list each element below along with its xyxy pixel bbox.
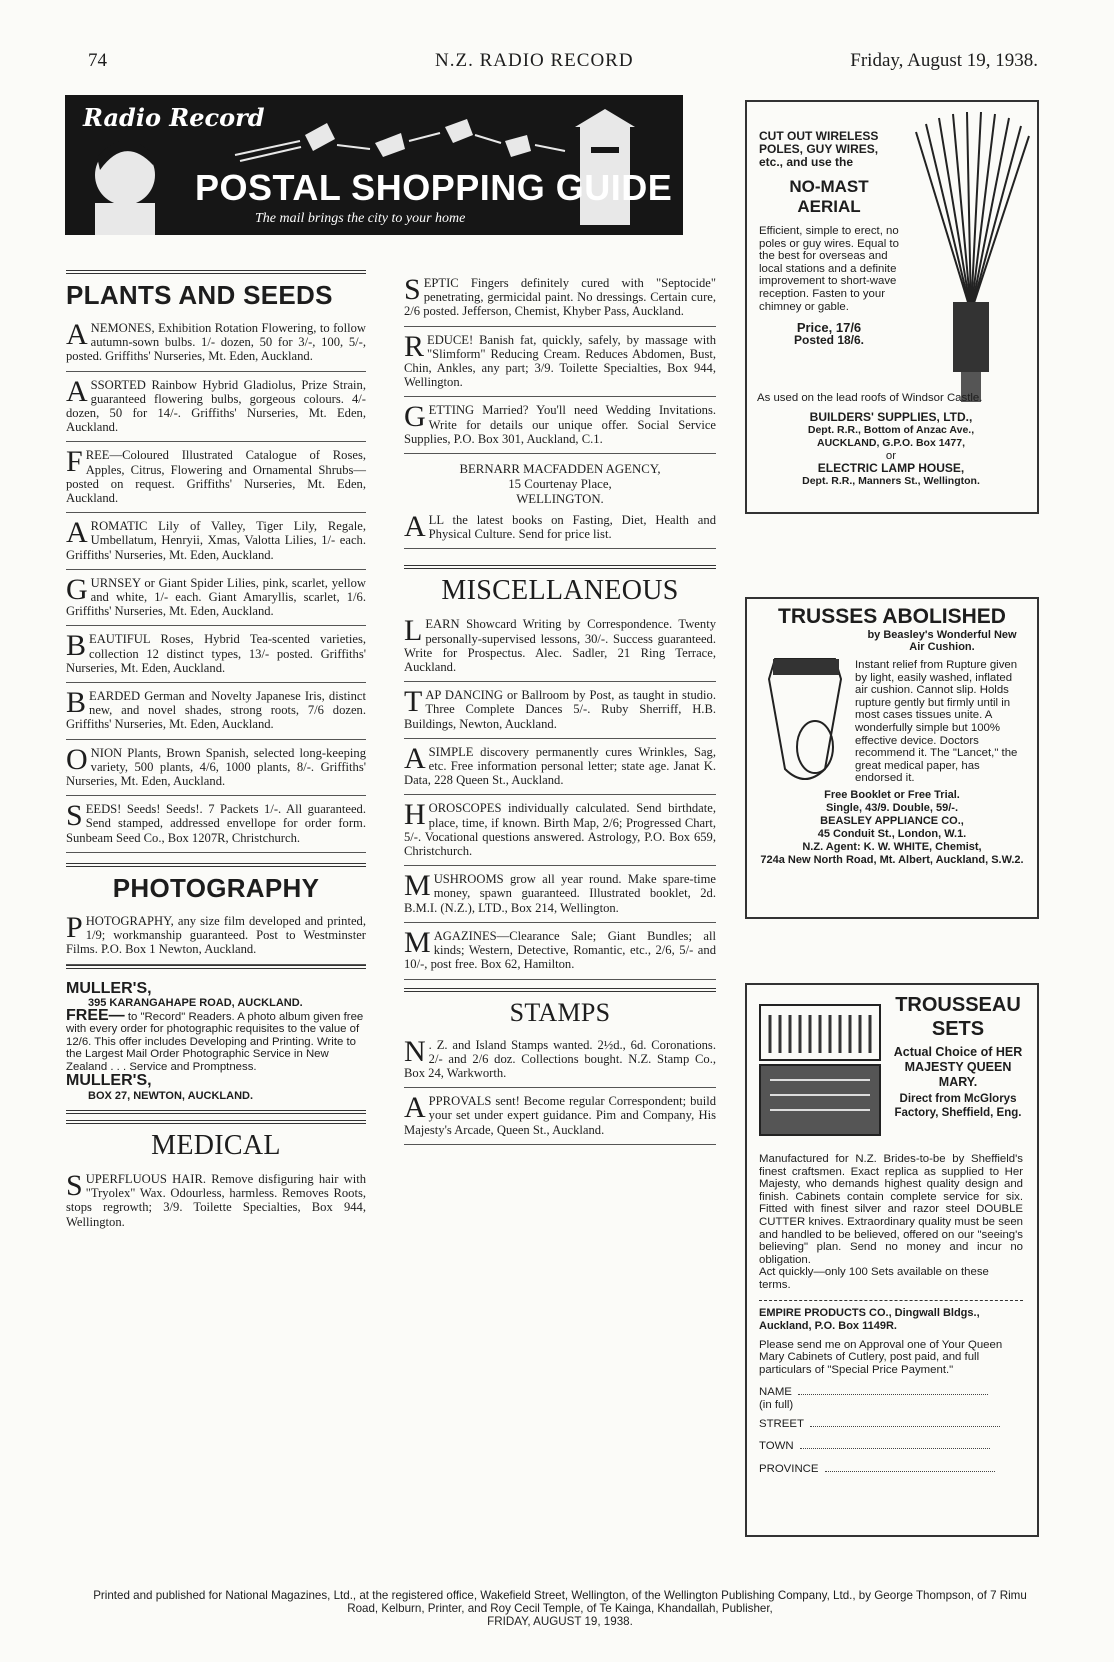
mast-posted: Posted 18/6. [793, 333, 865, 348]
trousseau-request: Please send me on Approval one of Your Queen Mary Cabinets of Cutlery, post paid, and full particulars of "Special Price Payment." [759, 1338, 1003, 1376]
misc-ads [404, 611, 716, 979]
ad-text: UPERFLUOUS HAIR. Remove disfiguring hair with "Tryolex" Wax. Odourless, harmless. Removes Roots, stops regrowth; 3/9. Toilette Specialties, Box 944, Wellington. [66, 1172, 366, 1229]
mullers-box: BOX 27, NEWTON, AUCKLAND. [88, 1089, 254, 1102]
ad-initial: A [66, 318, 88, 351]
classified-ad [404, 739, 716, 796]
ad-text: AGAZINES—Clearance Sale; Giant Bundles; all kinds; Western, Detective, Romantic, etc., 2/6, 5/- and 10/-, post free. Box 62, Hamilton. [404, 928, 716, 972]
banner-title: POSTAL SHOPPING GUIDE [195, 167, 673, 208]
column-left [66, 270, 366, 1236]
ad-text: OROSCOPES individually calculated. Send birthdate, place, time, if known. Birth Map, 2/6; Progressed Chart, 5/-. Vocational questions answered. Astrology, P.O. Box 659, Christchurch. [404, 801, 716, 859]
masthead: N.Z. RADIO RECORD [435, 50, 634, 71]
mullers-address: 395 KARANGAHAPE ROAD, AUCKLAND. [88, 997, 303, 1009]
ad-initial: L [404, 614, 423, 648]
coupon-town-label: TOWN [759, 1440, 794, 1453]
truss-offer: Free Booklet or Free Trial. [824, 788, 960, 801]
classified-ad [404, 270, 716, 327]
classified-ad [404, 1032, 716, 1089]
truss-agent-addr: 724a New North Road, Mt. Albert, Auckland, S.W.2. [760, 853, 1024, 866]
classified-ad [66, 372, 366, 443]
agency-name: BERNARR MACFADDEN AGENCY, [459, 462, 661, 477]
classified-ad [66, 626, 366, 683]
classified-ad [404, 327, 716, 398]
truss-company: BEASLEY APPLIANCE CO., [820, 814, 964, 827]
classified-ad [404, 795, 716, 866]
mast-seller-2: ELECTRIC LAMP HOUSE, [817, 461, 965, 476]
classified-ad [66, 570, 366, 627]
mullers-name: MULLER'S, [66, 979, 152, 997]
ad-text: . Z. and Island Stamps wanted. 2½d., 6d. Coronations. 2/- and 2/6 doz. Collections bought. N.Z. Stamp Co., Box 24, Warkworth. [404, 1037, 716, 1080]
ad-text: EPTIC Fingers definitely cured with "Septocide" penetrating, germicidal paint. No dressings. Certain cure, 2/6 posted. Jefferson, Chemist, Khyber Pass, Auckland. [404, 276, 716, 319]
ad-text: NEMONES, Exhibition Rotation Flowering, to follow autumn-sown bulbs. 1/- dozen, 50 for 3/-, 100, 5/-, posted. Griffiths' Nurseries, Mt. Eden, Auckland. [66, 321, 366, 364]
trousseau-company: EMPIRE PRODUCTS CO., Dingwall Bldgs., Auckland, P.O. Box 1149R. [759, 1306, 980, 1332]
plants-heading: PLANTS AND SEEDS [66, 270, 366, 311]
truss-title: TRUSSES ABOLISHED [778, 605, 1006, 628]
agency-city: WELLINGTON. [516, 492, 604, 507]
top-ads [404, 270, 716, 454]
ad-text: PPROVALS sent! Become regular Correspondent; build your set under expert guidance. Pim and Company, His Majesty's Arcade, Queen St., Auckland. [404, 1094, 716, 1137]
mast-seller-1-addr-2: AUCKLAND, G.P.O. Box 1477, [816, 436, 965, 449]
ad-initial: A [66, 374, 88, 408]
ad-text: ROMATIC Lily of Valley, Tiger Lily, Regale, Umbellatum, Henryii, Xmas, Valotta Lilies, 1/- each. Griffiths' Nurseries, Mt. Eden, Auckland. [66, 519, 366, 562]
ad-text: EAUTIFUL Roses, Hybrid Tea-scented varieties, collection 12 distinct types, 13/- posted. Griffiths' Nurseries, Mt. Eden, Auckland. [66, 632, 366, 675]
ad-initial: O [66, 742, 88, 776]
coupon-street-label: STREET [759, 1417, 804, 1430]
mast-body: Efficient, simple to erect, no poles or guy wires. Equal to the best for overseas and local stations and a definite improvement to short-wave reception. Fasten to your chimney or gable. [759, 225, 899, 313]
ad-initial: S [66, 799, 83, 833]
ad-text: HOTOGRAPHY, any size film developed and printed, 1/9; workmanship guaranteed. Post to Westminster Films. P.O. Box 1 Newton, Auckland. [66, 913, 366, 957]
stamps-heading: STAMPS [404, 988, 716, 1028]
mullers-free: FREE— [66, 1006, 125, 1024]
banner-tagline: The mail brings the city to your home [255, 211, 466, 226]
coupon-street-line[interactable] [810, 1426, 1000, 1427]
coupon-town-row [759, 1440, 1023, 1453]
ad-text: USHROOMS grow all year round. Make spare-time money, spawn guaranteed. Illustrated booklet, 2d. B.M.I. (N.Z.), LTD., Box 214, Wellington. [404, 872, 716, 915]
mast-intro: CUT OUT WIRELESS POLES, GUY WIRES, etc., and use the [759, 129, 879, 169]
mullers-ad [66, 977, 366, 1115]
coupon-name-row [759, 1386, 1023, 1399]
cutlery-cabinet-illustration [755, 995, 885, 1145]
coupon-town-line[interactable] [800, 1448, 990, 1449]
trousseau-title: TROUSSEAU SETS [895, 994, 1021, 1040]
miscellaneous-heading: MISCELLANEOUS [404, 565, 716, 607]
ad-text: EDUCE! Banish fat, quickly, safely, by massage with "Slimform" Reducing Cream. Reduces Abdomen, Bust, Chin, Ankles, any part; 3/9. Toilette Specialties, Box 944, Wellington. [404, 332, 716, 390]
postal-shopping-guide-banner [65, 95, 683, 235]
trousseau-sets-ad [745, 983, 1039, 1537]
ad-text: SSORTED Rainbow Hybrid Gladiolus, Prize Strain, guaranteed flowering bulbs, gorgeous colours. 4/- dozen, 50 for 14/-. Griffiths' Nurseries, Mt. Eden, Auckland. [66, 377, 366, 435]
ad-initial: H [404, 798, 426, 832]
page-number: 74 [88, 50, 107, 71]
agency-street: 15 Courtenay Place, [508, 477, 612, 492]
mast-seller-1: BUILDERS' SUPPLIES, LTD., [809, 409, 973, 424]
mullers-name-2: MULLER'S, [66, 1072, 152, 1089]
classified-ad [404, 923, 716, 980]
imprint-line: Printed and published for National Magazines, Ltd., at the registered office, Wakefield Street, Wellington, of the Wellington Publishing Company, Ltd., by George Thompson, of 7 Rimu Road, Kelburn, Printer, and Roy Cecil Temple, of Te Kainga, Khandallah, Publisher, [93, 1589, 1027, 1615]
imprint-footer [90, 1589, 1030, 1628]
ad-text: NION Plants, Brown Spanish, selected long-keeping variety, 500 plants, 4/6, 1000 plants, 8/-. Griffiths' Nurseries, Mt. Eden, Auckland. [66, 745, 366, 789]
medical-heading: MEDICAL [66, 1120, 366, 1162]
ad-initial: M [404, 925, 431, 959]
ad-initial: A [404, 1091, 426, 1125]
hand-cushion-illustration [755, 649, 855, 789]
ad-initial: B [66, 629, 87, 663]
ad-initial: R [404, 329, 425, 363]
truss-body: Instant relief from Rupture given by light, easily washed, inflated air cushion. Cannot slip. Holds rupture gently but firmly until in most cases tissues unite. A wonderfully simple but 100% effective device. Doctors recommend it. The "Lancet," the great medical paper, has endorsed it. [855, 659, 1018, 785]
classified-ad [66, 315, 366, 372]
trousseau-act: Act quickly—only 100 Sets available on these terms. [759, 1266, 989, 1291]
coupon-street-row [759, 1418, 1023, 1431]
coupon-name-line[interactable] [798, 1394, 988, 1395]
trusses-abolished-ad [745, 597, 1039, 919]
no-mast-aerial-ad [745, 100, 1039, 514]
ad-initial: S [404, 273, 421, 306]
classified-ad [66, 740, 366, 797]
column-middle [404, 270, 716, 1145]
coupon-province-row [759, 1463, 1023, 1476]
mast-or: or [885, 449, 897, 462]
truss-address: 45 Conduit St., London, W.1. [817, 827, 967, 840]
mast-title: NO-MAST AERIAL [789, 177, 869, 216]
ad-initial: P [66, 910, 83, 944]
ad-initial: A [404, 510, 426, 544]
mast-price: Price, 17/6 [796, 320, 862, 336]
issue-date: Friday, August 19, 1938. [850, 50, 1038, 71]
mullers-text: to "Record" Readers. A photo album given free with every order for photographic requisites to the value of 12/6. This offer includes Developing and Printing. Write to the Largest Mail Order Photographic Service in New Zealand . . . Service and Promptness. [66, 1010, 364, 1073]
ad-initial: A [66, 516, 88, 550]
ad-initial: B [66, 686, 87, 720]
classified-ad [66, 513, 366, 570]
ad-initial: G [404, 400, 426, 434]
macfadden-agency [404, 454, 716, 507]
truss-agent: N.Z. Agent: K. W. WHITE, Chemist, [802, 840, 982, 853]
coupon-name-label: NAME [759, 1386, 792, 1399]
ad-text: REE—Coloured Illustrated Catalogue of Roses, Apples, Citrus, Flowering and Ornamental Shrubs—posted on request. Griffiths' Nurseries, Mt. Eden, Auckland. [66, 448, 366, 506]
ad-initial: S [66, 1169, 83, 1202]
classified-ad [404, 682, 716, 739]
ad-text: EARDED German and Novelty Japanese Iris, distinct new, and novel shades, strong roots, 7/6 dozen. Griffiths' Nurseries, Mt. Eden, Auckland. [66, 689, 366, 732]
classified-ad [66, 1166, 366, 1236]
mast-seller-2-addr: Dept. R.R., Manners St., Wellington. [802, 475, 980, 488]
stamps-ads [404, 1032, 716, 1145]
classified-ad [404, 507, 716, 549]
ad-text: SIMPLE discovery permanently cures Wrinkles, Sag, etc. Free information personal letter; state age. Janat K. Data, 228 Queen St., Auckland. [404, 744, 716, 788]
coupon-name-sub: (in full) [759, 1398, 794, 1411]
ad-initial: M [404, 869, 431, 903]
aerial-illustration [911, 112, 1031, 412]
ad-text: AP DANCING or Ballroom by Post, as taught in studio. Three Complete Dances 5/-. Ruby Sherriff, H.B. Buildings, Newton, Auckland. [404, 688, 716, 731]
classified-ad [66, 796, 366, 853]
classified-ad [66, 908, 366, 965]
classified-ad [404, 611, 716, 682]
plants-ads [66, 315, 366, 853]
ad-text: EEDS! Seeds! Seeds!. 7 Packets 1/-. All guaranteed. Send stamped, addressed envellope for order form. Sunbeam Seed Co., Box 1207R, Christchurch. [66, 802, 366, 845]
coupon-province-line[interactable] [825, 1471, 995, 1472]
photography-heading: PHOTOGRAPHY [66, 863, 366, 904]
mast-seller-1-addr-1: Dept. R.R., Bottom of Anzac Ave., [807, 423, 975, 436]
ad-text: URNSEY or Giant Spider Lilies, pink, scarlet, yellow and white, 1/- each. Giant Amaryllis, scarlet, 1/6. Griffiths' Nurseries, Mt. Eden, Auckland. [66, 575, 366, 619]
coupon-province-label: PROVINCE [759, 1462, 819, 1475]
truss-price: Single, 43/9. Double, 59/-. [825, 801, 959, 814]
ad-text: ETTING Married? You'll need Wedding Invitations. Write for details our unique offer. Social Service Supplies, P.O. Box 301, Auckland, C.1. [404, 403, 716, 446]
imprint-date: FRIDAY, AUGUST 19, 1938. [487, 1615, 633, 1628]
page-header [88, 50, 1038, 80]
section-rule [66, 965, 366, 977]
ad-initial: A [404, 741, 426, 775]
classified-ad [66, 683, 366, 740]
truss-subtitle: by Beasley's Wonderful New Air Cushion. [867, 629, 1017, 653]
mast-note: As used on the lead roofs of Windsor Castle. [757, 392, 983, 404]
ad-initial: N [404, 1034, 426, 1068]
ad-initial: G [66, 572, 88, 606]
ad-initial: T [404, 685, 423, 719]
ad-text: LL the latest books on Fasting, Diet, Health and Physical Culture. Send for price list. [428, 513, 716, 542]
classified-ad [404, 397, 716, 454]
classified-ad [404, 1088, 716, 1145]
ad-initial: F [66, 445, 83, 479]
trousseau-subtitle: Actual Choice of HER MAJESTY QUEEN MARY. [893, 1045, 1023, 1089]
radio-record-logo: Radio Record [83, 103, 265, 132]
classified-ad [404, 866, 716, 923]
ad-text: EARN Showcard Writing by Correspondence. Twenty personally-supervised lessons, 30/-. Success guaranteed. Write for Prospectus. Alec. Sadler, 21 Ring Terrace, Auckland. [404, 617, 716, 675]
trousseau-source: Direct from McGlorys Factory, Sheffield, Eng. [894, 1093, 1022, 1119]
classified-ad [66, 442, 366, 513]
trousseau-body: Manufactured for N.Z. Brides-to-be by Sheffield's finest craftsmen. Exact replica as supplied to Her Majesty, who demands highest quality design and finish. Cabinets contain complete service for six. Fitted with finest silver and razor steel DOUBLE CUTTER knives. Extraordinary quality must be seen and handled to be believed, offered on our "seeing's believing" plan. Send no money and incur no obligation. [759, 1153, 1023, 1266]
